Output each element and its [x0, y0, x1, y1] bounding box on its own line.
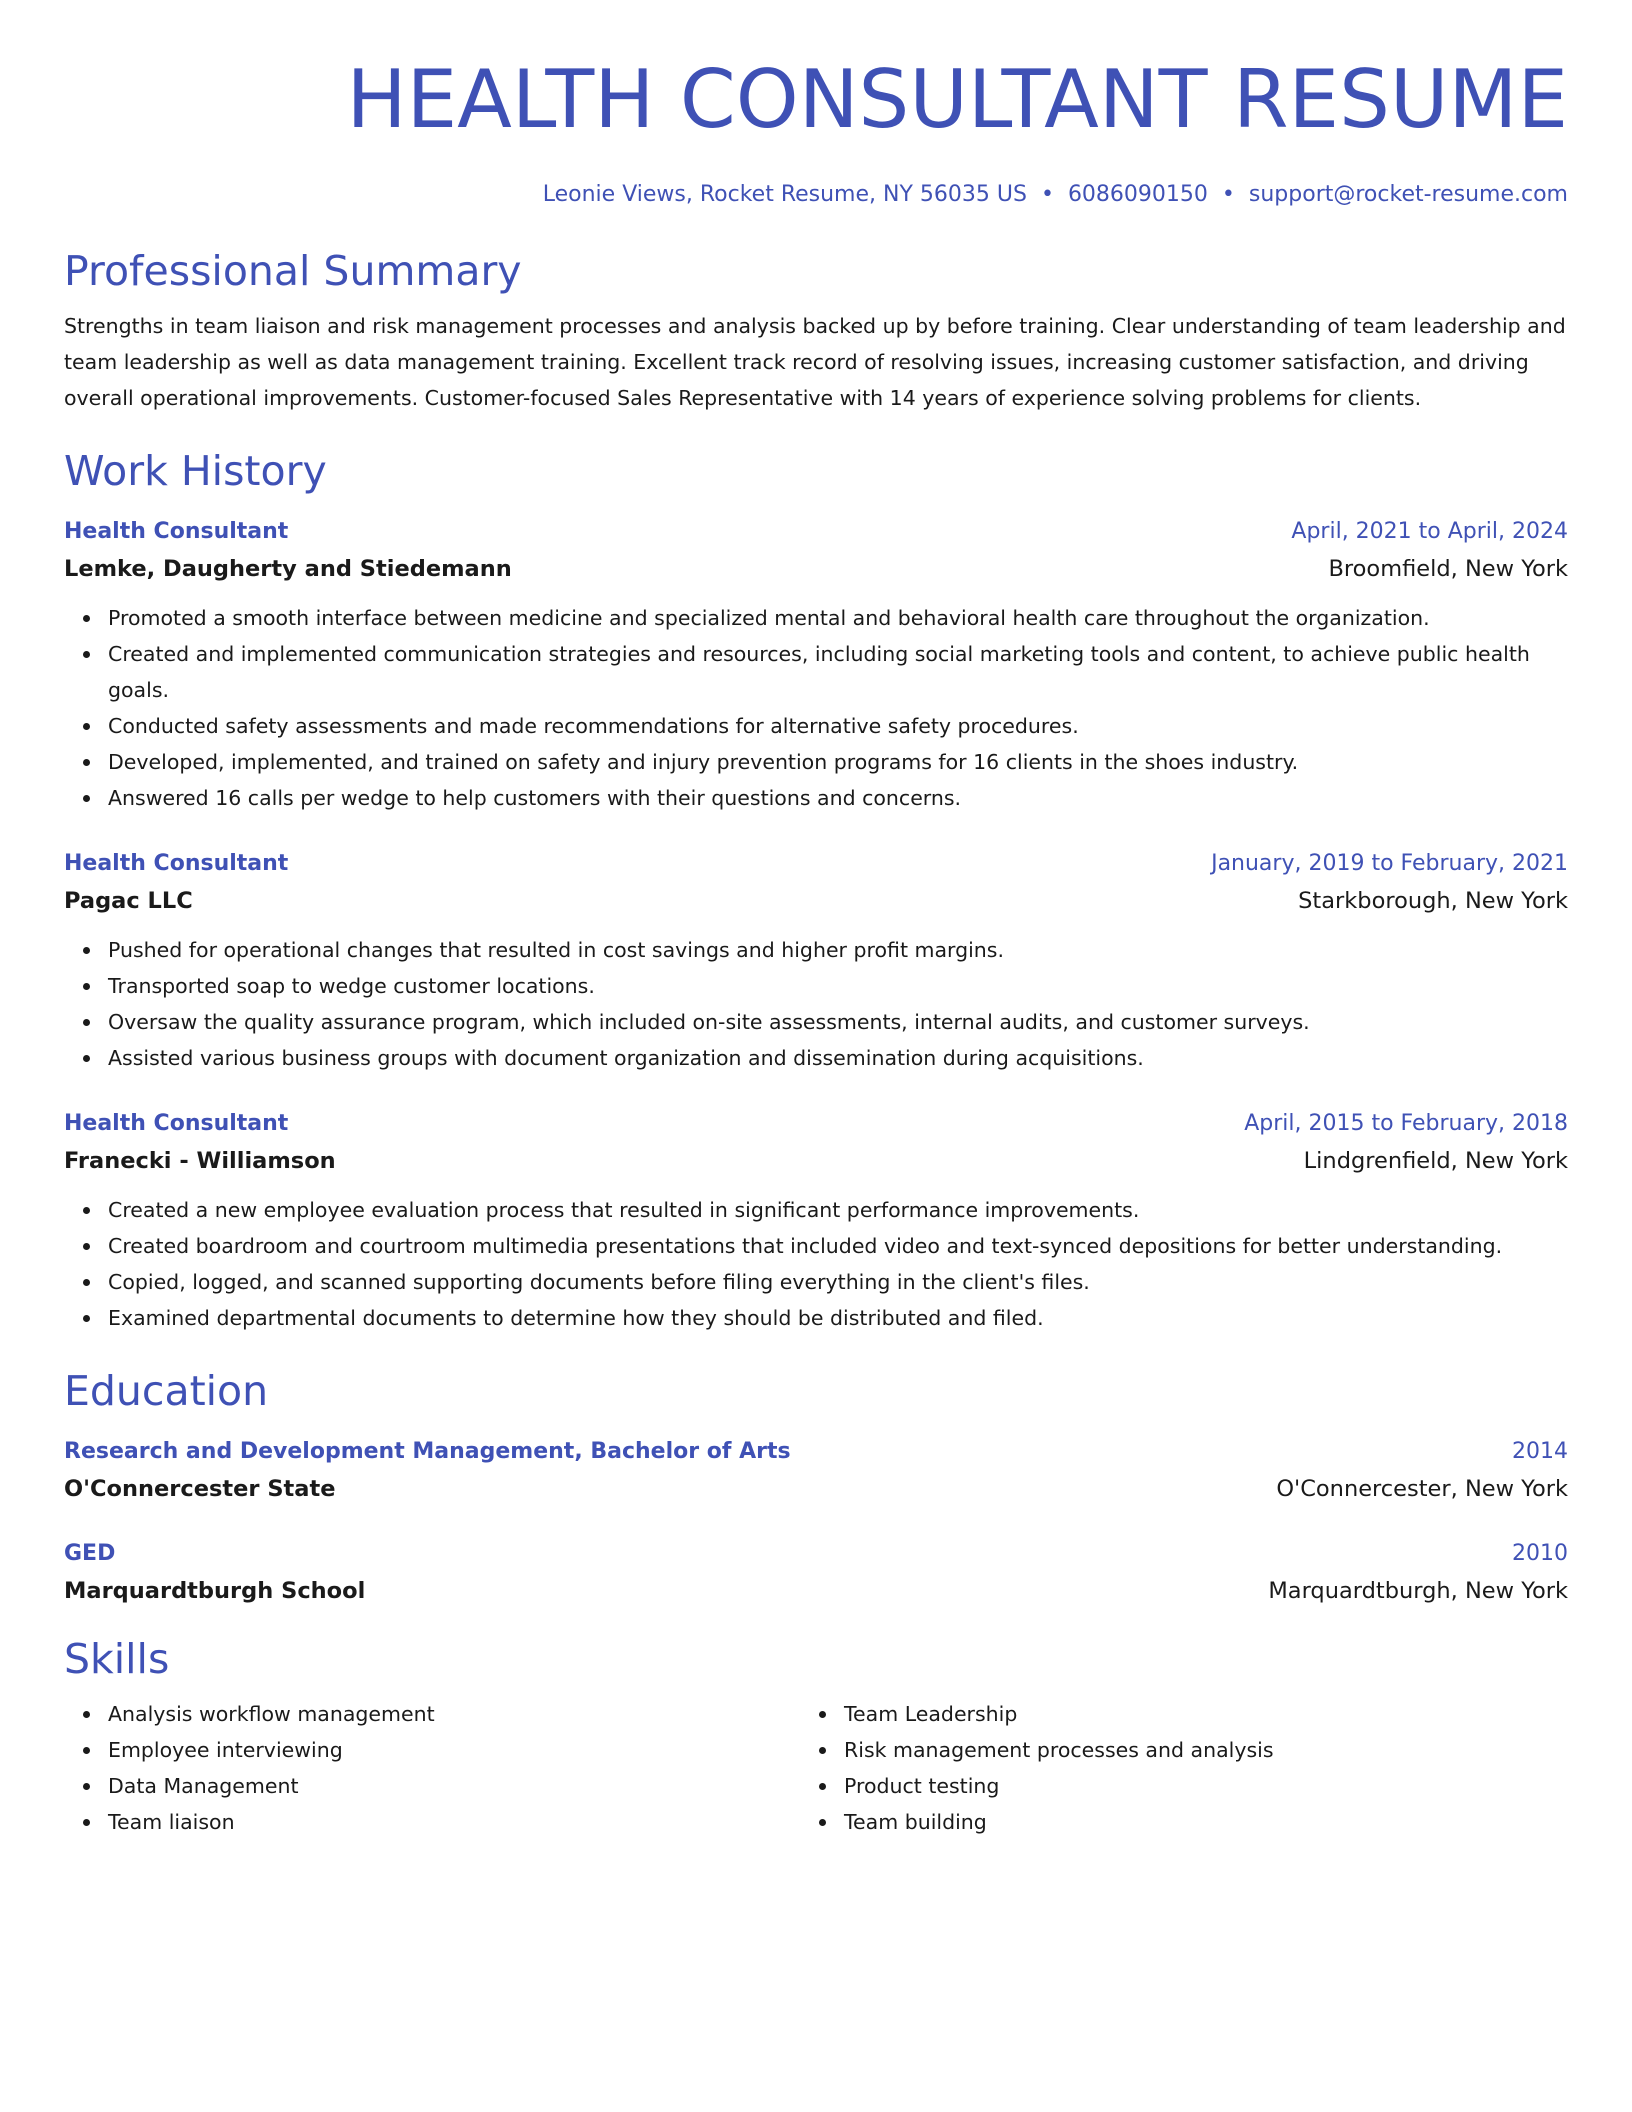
list-item: Oversaw the quality assurance program, which included on-site assessments, internal audits, and customer surveys.	[108, 1004, 1568, 1040]
list-item: Conducted safety assessments and made recommendations for alternative safety procedures.	[108, 708, 1568, 744]
list-item: Promoted a smooth interface between medicine and specialized mental and behavioral health care throughout the organization.	[108, 600, 1568, 636]
list-item: Created and implemented communication strategies and resources, including social marketing tools and content, to achieve public health goals.	[108, 636, 1568, 708]
job-location: Starkborough, New York	[1298, 888, 1568, 914]
skills-list-right	[800, 1696, 1536, 1840]
job-company: Pagac LLC	[64, 888, 193, 914]
list-item: Copied, logged, and scanned supporting documents before filing everything in the client's files.	[108, 1264, 1568, 1300]
job-company: Lemke, Daugherty and Stiedemann	[64, 556, 512, 582]
job-bullets	[64, 1192, 1568, 1336]
summary-text: Strengths in team liaison and risk management processes and analysis backed up by before training. Clear understanding of team leadership and team leadership as well as data management training. Excellent track record of resolving issues, increasing customer satisfaction, and driving overall operational improvements. Customer-focused Sales Representative with 14 years of experience solving problems for clients.	[64, 314, 1566, 410]
job-role: Health Consultant	[64, 519, 289, 544]
job-bullets	[64, 600, 1568, 816]
education-degree: GED	[64, 1541, 116, 1566]
education-school: Marquardtburgh School	[64, 1578, 366, 1604]
job-location: Broomfield, New York	[1328, 556, 1568, 582]
list-item: Created a new employee evaluation process that resulted in significant performance improvements.	[108, 1192, 1568, 1228]
skills-grid	[64, 1696, 1568, 1840]
education-location: O'Connercester, New York	[1276, 1476, 1568, 1502]
job-entry	[64, 1106, 1568, 1336]
education-entry	[64, 1536, 1568, 1610]
skill-item: Product testing	[844, 1768, 1536, 1804]
job-bullets	[64, 932, 1568, 1076]
contact-separator: •	[1221, 182, 1235, 207]
education-location: Marquardtburgh, New York	[1268, 1578, 1568, 1604]
education-year: 2010	[1512, 1541, 1568, 1566]
skill-item: Employee interviewing	[108, 1732, 800, 1768]
job-dates: April, 2015 to February, 2018	[1244, 1111, 1568, 1136]
skill-item: Data Management	[108, 1768, 800, 1804]
job-dates: April, 2021 to April, 2024	[1291, 519, 1568, 544]
summary-section	[64, 246, 1568, 416]
work-history-section	[64, 446, 1568, 1336]
job-entry	[64, 846, 1568, 1076]
education-year: 2014	[1512, 1439, 1568, 1464]
job-entry	[64, 514, 1568, 816]
education-entry	[64, 1434, 1568, 1508]
skill-item: Team liaison	[108, 1804, 800, 1840]
job-role: Health Consultant	[64, 1111, 289, 1136]
list-item: Pushed for operational changes that resulted in cost savings and higher profit margins.	[108, 932, 1568, 968]
skills-list-left	[64, 1696, 800, 1840]
skill-item: Risk management processes and analysis	[844, 1732, 1536, 1768]
skills-section	[64, 1634, 1568, 1840]
education-school: O'Connercester State	[64, 1476, 336, 1502]
job-location: Lindgrenfield, New York	[1303, 1148, 1568, 1174]
list-item: Answered 16 calls per wedge to help customers with their questions and concerns.	[108, 780, 1568, 816]
skill-item: Team Leadership	[844, 1696, 1536, 1732]
education-degree: Research and Development Management, Bachelor of Arts	[64, 1439, 791, 1464]
skill-item: Team building	[844, 1804, 1536, 1840]
contact-line	[64, 180, 1568, 210]
education-section	[64, 1366, 1568, 1610]
section-title-education: Education	[64, 1367, 269, 1415]
list-item: Created boardroom and courtroom multimedia presentations that included video and text-synced depositions for better understanding.	[108, 1228, 1568, 1264]
section-title-skills: Skills	[64, 1635, 170, 1683]
job-role: Health Consultant	[64, 851, 289, 876]
contact-email: support@rocket-resume.com	[1248, 182, 1568, 207]
job-company: Franecki - Williamson	[64, 1148, 336, 1174]
contact-address: Leonie Views, Rocket Resume, NY 56035 US	[542, 182, 1027, 207]
contact-phone: 6086090150	[1067, 182, 1208, 207]
list-item: Examined departmental documents to determine how they should be distributed and filed.	[108, 1300, 1568, 1336]
list-item: Developed, implemented, and trained on safety and injury prevention programs for 16 clients in the shoes industry.	[108, 744, 1568, 780]
job-dates: January, 2019 to February, 2021	[1211, 851, 1568, 876]
skill-item: Analysis workflow management	[108, 1696, 800, 1732]
list-item: Transported soap to wedge customer locations.	[108, 968, 1568, 1004]
section-title-work-history: Work History	[64, 447, 327, 495]
contact-separator: •	[1040, 182, 1054, 207]
list-item: Assisted various business groups with document organization and dissemination during acquisitions.	[108, 1040, 1568, 1076]
resume-title: HEALTH CONSULTANT RESUME	[346, 53, 1568, 146]
section-title-summary: Professional Summary	[64, 247, 522, 295]
